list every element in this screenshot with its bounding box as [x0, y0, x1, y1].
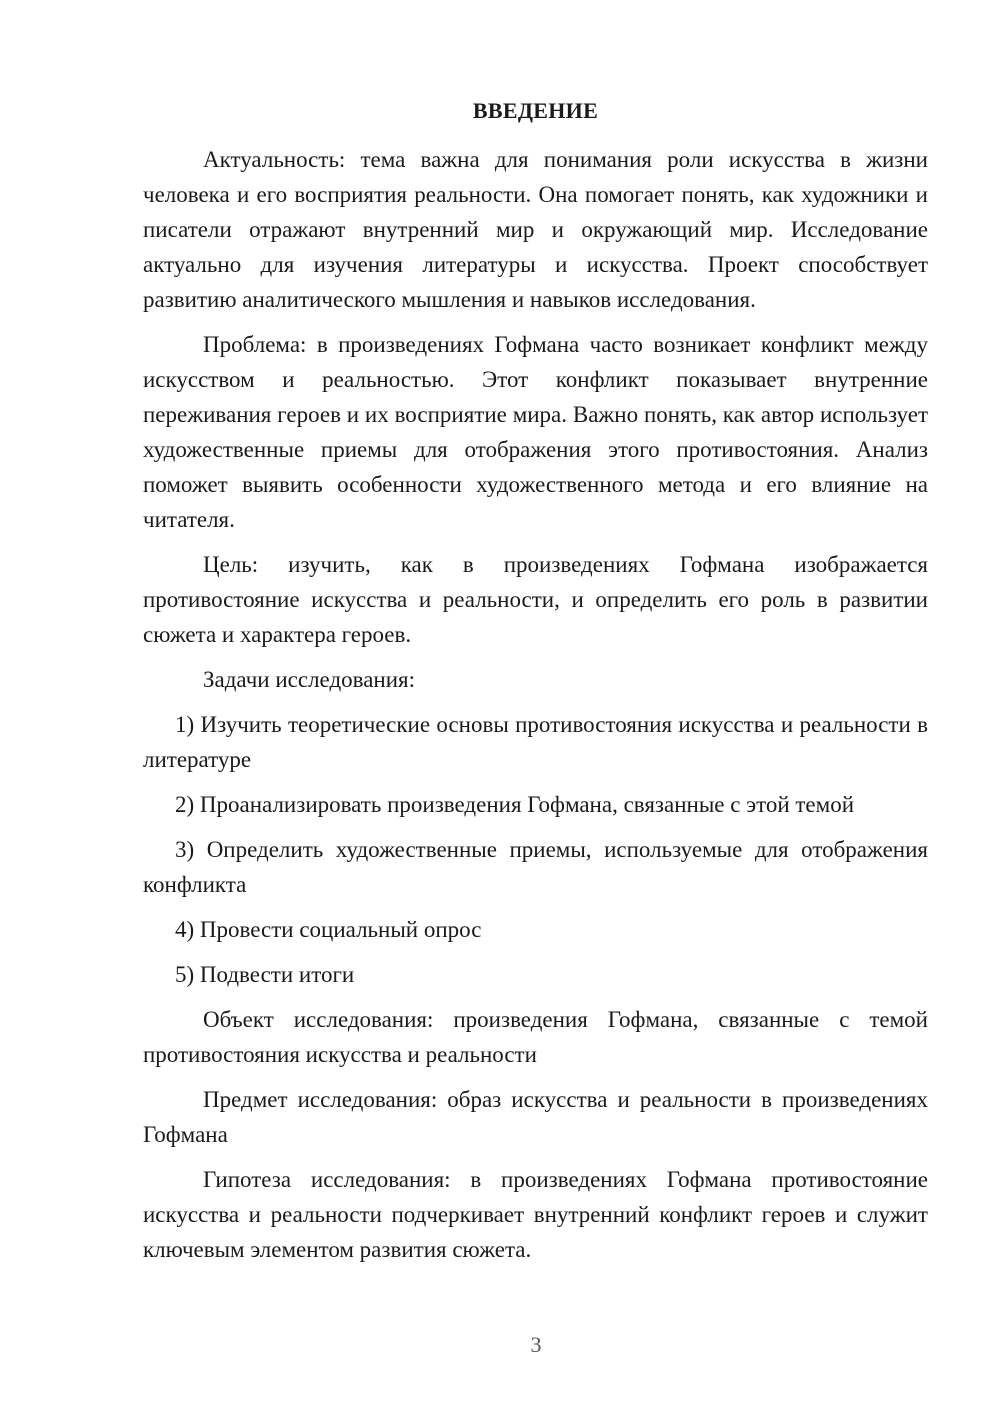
task-item-5: 5) Подвести итоги	[175, 962, 355, 987]
problem-paragraph: Проблема: в произведениях Гофмана часто возникает конфликт между искусством и реальностью. Этот конфликт показывает внутренние переживания героев и их восприятие мира. Важно понять, как автор использует художественные приемы для отображения этого противостояния. Анализ поможет выявить особенности художественного метода и его влияние на читателя.	[143, 332, 928, 532]
tasks-heading: Задачи исследования:	[203, 667, 416, 692]
page-content	[143, 95, 928, 1277]
page-number: 3	[530, 1332, 542, 1357]
subject-paragraph: Предмет исследования: образ искусства и реальности в произведениях Гофмана	[143, 1087, 928, 1147]
relevance-paragraph: Актуальность: тема важна для понимания роли искусства в жизни человека и его восприятия реальности. Она помогает понять, как художники и писатели отражают внутренний мир и окружающий мир. Исследование актуально для изучения литературы и искусства. Проект способствует развитию аналитического мышления и навыков исследования.	[143, 147, 928, 312]
object-paragraph: Объект исследования: произведения Гофмана, связанные с темой противостояния искусства и реальности	[143, 1007, 928, 1067]
goal-paragraph: Цель: изучить, как в произведениях Гофмана изображается противостояние искусства и реальности, и определить его роль в развитии сюжета и характера героев.	[143, 552, 928, 647]
task-item-3: 3) Определить художественные приемы, используемые для отображения конфликта	[143, 837, 928, 897]
section-title: ВВЕДЕНИЕ	[472, 98, 599, 123]
task-item-4: 4) Провести социальный опрос	[175, 917, 482, 942]
task-item-1: 1) Изучить теоретические основы противостояния искусства и реальности в литературе	[143, 712, 928, 772]
hypothesis-paragraph: Гипотеза исследования: в произведениях Гофмана противостояние искусства и реальности подчеркивает внутренний конфликт героев и служит ключевым элементом развития сюжета.	[143, 1167, 928, 1262]
task-item-2: 2) Проанализировать произведения Гофмана, связанные с этой темой	[175, 792, 855, 817]
